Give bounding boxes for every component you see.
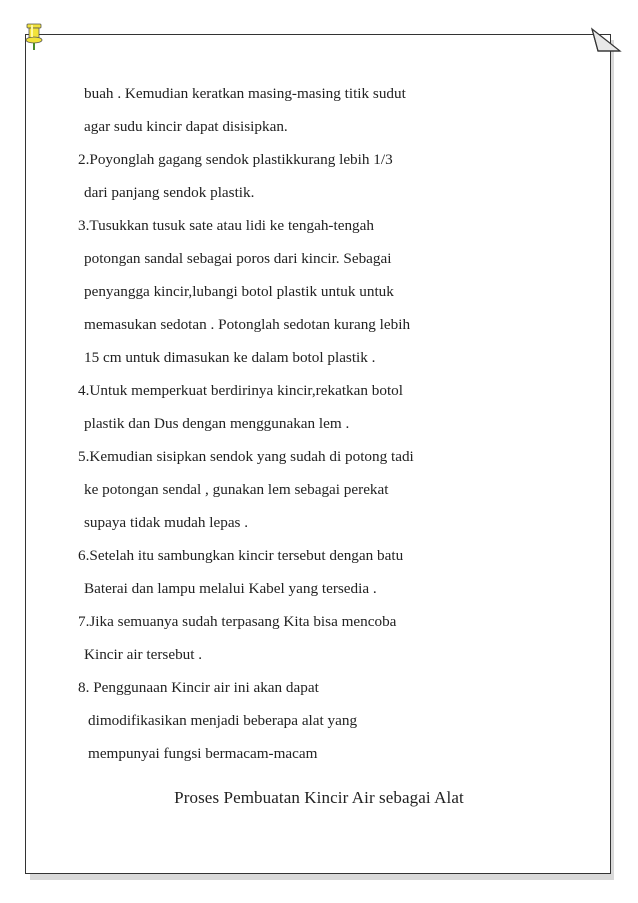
text-line: 2.Poyonglah gagang sendok plastikkurang lebih 1/3 (78, 151, 393, 168)
text-line: 3.Tusukkan tusuk sate atau lidi ke tengah-tengah (78, 217, 374, 234)
text-line: plastik dan Dus dengan menggunakan lem . (84, 415, 350, 432)
text-line: agar sudu kincir dapat disisipkan. (84, 118, 288, 135)
pushpin-icon (24, 22, 46, 52)
text-line: 4.Untuk memperkuat berdirinya kincir,rekatkan botol (78, 382, 403, 399)
text-line: mempunyai fungsi bermacam-macam (88, 745, 318, 762)
text-line: penyangga kincir,lubangi botol plastik untuk untuk (84, 283, 394, 300)
page-caption: Proses Pembuatan Kincir Air sebagai Alat (174, 788, 464, 807)
text-line: 5.Kemudian sisipkan sendok yang sudah di potong tadi (78, 448, 414, 465)
instructions-text (78, 84, 518, 762)
text-line: 7.Jika semuanya sudah terpasang Kita bisa mencoba (78, 613, 397, 630)
text-line: Baterai dan lampu melalui Kabel yang tersedia . (84, 580, 377, 597)
text-line: dari panjang sendok plastik. (84, 184, 255, 201)
text-line: 6.Setelah itu sambungkan kincir tersebut dengan batu (78, 547, 404, 564)
text-line: Kincir air tersebut . (84, 646, 203, 663)
text-line: 15 cm untuk dimasukan ke dalam botol plastik . (84, 349, 376, 366)
text-line: ke potongan sendal , gunakan lem sebagai perekat (84, 481, 389, 498)
text-line: dimodifikasikan menjadi beberapa alat yang (88, 712, 358, 729)
text-line: supaya tidak mudah lepas . (84, 514, 249, 531)
text-line: 8. Penggunaan Kincir air ini akan dapat (78, 679, 319, 696)
text-line: buah . Kemudian keratkan masing-masing titik sudut (84, 85, 406, 102)
text-line: memasukan sedotan . Potonglah sedotan kurang lebih (84, 316, 411, 333)
text-line: potongan sandal sebagai poros dari kincir. Sebagai (84, 250, 392, 267)
